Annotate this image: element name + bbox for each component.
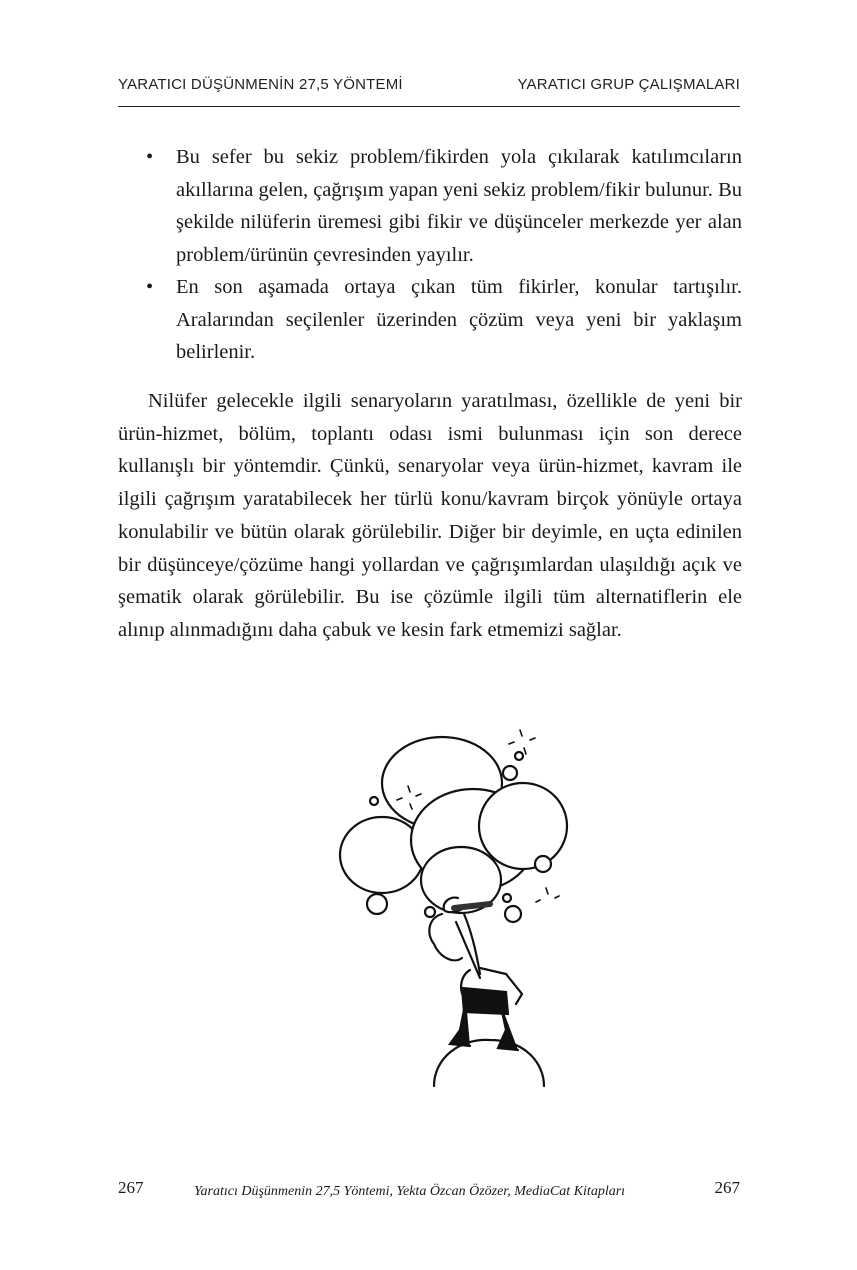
bullet-item — [118, 271, 742, 369]
bullet-text: Bu sefer bu sekiz problem/fikirden yola çıkılarak katılımcıların akıllarına gelen, çağrışım yapan yeni sekiz problem/fikir bulunur. Bu şekilde nilüferin üremesi gibi fikir ve düşünceler merkezde yer alan problem/ürünün çevresinden yayılır. — [176, 146, 742, 266]
bullet-marker: • — [146, 146, 154, 168]
bullet-list — [118, 141, 742, 369]
footer-book-citation: Yaratıcı Düşünmenin 27,5 Yöntemi, Yekta Özcan Özözer, MediaCat Kitapları — [194, 1184, 626, 1199]
running-header — [118, 72, 740, 107]
body-paragraph: Nilüfer gelecekle ilgili senaryoların yaratılması, özellikle de yeni bir ürün-hizmet, bölüm, toplantı odası ismi bulunması için son derece kullanışlı bir yöntemdir. Çünkü, senaryolar veya ürün-hizmet, kavram ile ilgili çağrışım yaratabilecek her türlü konu/kavram birçok yönüyle ortaya konulabilir ve bütün olarak görülebilir. Diğer bir deyimle, en uçta edinilen bir düşünceye/çözüme hangi yollardan ve çağrışımlardan ulaşıldığı açık ve şematik olarak görülebilir. Bu ise çözümle ilgili tüm alternatiflerin ele alınıp alınmadığını daha çabuk ve kesin fark etmemizi sağlar. — [118, 390, 742, 641]
bullet-marker: • — [146, 276, 154, 298]
bullet-item — [118, 141, 742, 271]
page-number-right: 267 — [714, 1178, 740, 1197]
page-footer — [118, 1178, 740, 1208]
header-book-title: YARATICI DÜŞÜNMENİN 27,5 YÖNTEMİ — [118, 76, 403, 93]
header-chapter-title: YARATICI GRUP ÇALIŞMALARI — [517, 76, 740, 93]
bullet-text: En son aşamada ortaya çıkan tüm fikirler, konular tartışılır. Aralarından seçilenler üzerinden çözüm veya yeni bir yaklaşım belirlenir. — [176, 276, 742, 363]
page-number-left: 267 — [118, 1178, 144, 1197]
thinking-man-with-thought-bubbles-icon — [330, 718, 570, 1088]
